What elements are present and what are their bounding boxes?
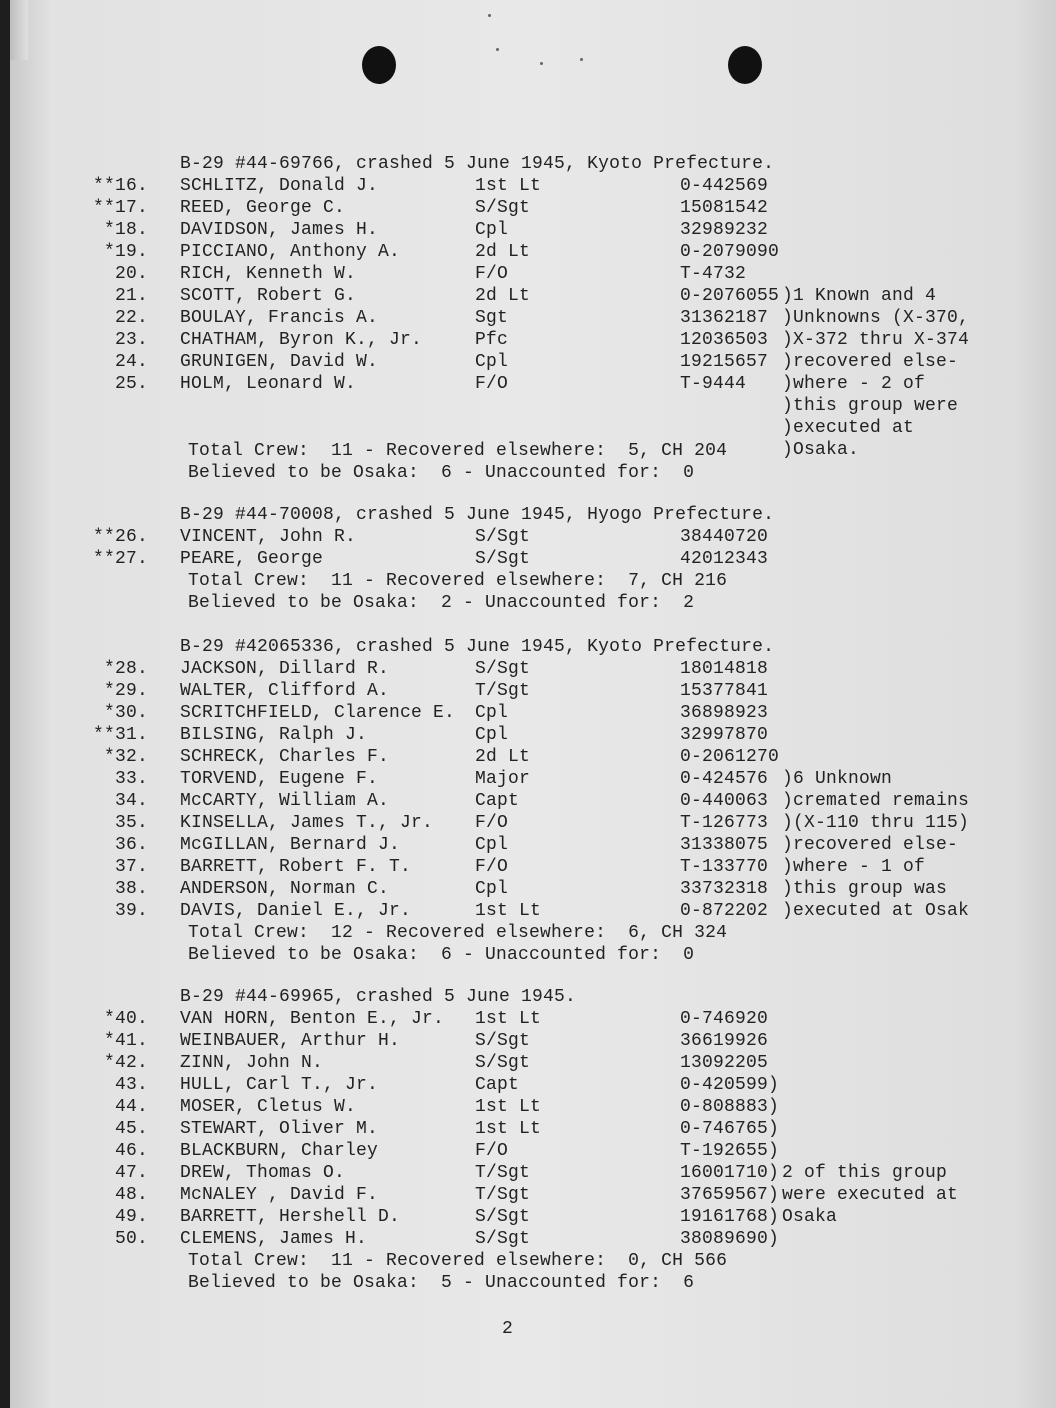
crew-rank: Cpl <box>475 220 509 240</box>
crew-serial: 0-746920 <box>680 1009 769 1029</box>
crew-serial: 33732318 <box>680 879 769 899</box>
crew-rank: S/Sgt <box>475 1207 531 1227</box>
note-bracket: )6 Unknown <box>782 769 893 789</box>
crew-serial: 36898923 <box>680 703 769 723</box>
crew-name: McCARTY, William A. <box>180 791 390 811</box>
note-bracket: )recovered else- <box>782 352 959 372</box>
row-marker: 25. <box>114 374 148 394</box>
crew-rank: F/O <box>475 1141 509 1161</box>
note-bracket: )1 Known and 4 <box>782 286 937 306</box>
crew-serial: 19161768) <box>680 1207 780 1227</box>
crew-serial: T-9444 <box>680 374 747 394</box>
note-bracket: were executed at <box>782 1185 959 1205</box>
crew-name: VINCENT, John R. <box>180 527 357 547</box>
crew-serial: T-4732 <box>680 264 747 284</box>
row-marker: 45. <box>114 1119 148 1139</box>
row-marker: *19. <box>103 242 148 262</box>
note-bracket: )where - 2 of <box>782 374 926 394</box>
row-marker: 38. <box>114 879 148 899</box>
crew-serial: 38440720 <box>680 527 769 547</box>
crew-name: SCHLITZ, Donald J. <box>180 176 379 196</box>
crew-serial: 18014818 <box>680 659 769 679</box>
speck <box>496 48 499 51</box>
row-marker: *40. <box>103 1009 148 1029</box>
row-marker: 44. <box>114 1097 148 1117</box>
crew-serial: 0-872202 <box>680 901 769 921</box>
crew-name: KINSELLA, James T., Jr. <box>180 813 434 833</box>
row-marker: 37. <box>114 857 148 877</box>
row-marker: **17. <box>92 198 148 218</box>
row-marker: *18. <box>103 220 148 240</box>
note-bracket: )recovered else- <box>782 835 959 855</box>
crew-name: VAN HORN, Benton E., Jr. <box>180 1009 445 1029</box>
note-bracket: Osaka <box>782 1207 838 1227</box>
crew-serial: 12036503 <box>680 330 769 350</box>
crew-serial: 32989232 <box>680 220 769 240</box>
speck <box>488 14 491 17</box>
crew-name: BARRETT, Hershell D. <box>180 1207 401 1227</box>
row-marker: *32. <box>103 747 148 767</box>
crew-name: PEARE, George <box>180 549 324 569</box>
crew-name: McGILLAN, Bernard J. <box>180 835 401 855</box>
row-marker: 35. <box>114 813 148 833</box>
crew-rank: 2d Lt <box>475 242 531 262</box>
crew-name: CHATHAM, Byron K., Jr. <box>180 330 423 350</box>
crew-rank: F/O <box>475 857 509 877</box>
binder-edge <box>10 0 28 60</box>
crew-name: SCRITCHFIELD, Clarence E. <box>180 703 456 723</box>
crew-total: Total Crew: 11 - Recovered elsewhere: 5, CH 204 <box>188 441 728 461</box>
crew-serial: 0-440063 <box>680 791 769 811</box>
crew-total: Believed to be Osaka: 2 - Unaccounted for: 2 <box>188 593 695 613</box>
crash-header: B-29 #44-69965, crashed 5 June 1945. <box>180 987 577 1007</box>
crew-name: WALTER, Clifford A. <box>180 681 390 701</box>
note-bracket: )X-372 thru X-374 <box>782 330 970 350</box>
speck <box>580 58 583 61</box>
crew-name: REED, George C. <box>180 198 346 218</box>
note-bracket: )executed at Osak <box>782 901 970 921</box>
crew-total: Total Crew: 11 - Recovered elsewhere: 7, CH 216 <box>188 571 728 591</box>
crew-name: HULL, Carl T., Jr. <box>180 1075 379 1095</box>
crew-rank: Cpl <box>475 703 509 723</box>
crew-rank: S/Sgt <box>475 1031 531 1051</box>
crew-serial: 15377841 <box>680 681 769 701</box>
crew-name: TORVEND, Eugene F. <box>180 769 379 789</box>
crew-rank: S/Sgt <box>475 549 531 569</box>
note-bracket: )this group were <box>782 396 959 416</box>
speck <box>540 62 543 65</box>
note-bracket: )(X-110 thru 115) <box>782 813 970 833</box>
crew-rank: Cpl <box>475 352 509 372</box>
note-bracket: )Unknowns (X-370, <box>782 308 970 328</box>
row-marker: 39. <box>114 901 148 921</box>
crew-total: Believed to be Osaka: 6 - Unaccounted for: 0 <box>188 463 695 483</box>
crew-name: PICCIANO, Anthony A. <box>180 242 401 262</box>
crew-serial: 19215657 <box>680 352 769 372</box>
note-bracket: )where - 1 of <box>782 857 926 877</box>
row-marker: 46. <box>114 1141 148 1161</box>
crew-serial: 32997870 <box>680 725 769 745</box>
note-bracket: )cremated remains <box>782 791 970 811</box>
crew-rank: Pfc <box>475 330 509 350</box>
row-marker: 23. <box>114 330 148 350</box>
row-marker: 43. <box>114 1075 148 1095</box>
crew-serial: 0-2076055 <box>680 286 780 306</box>
row-marker: 48. <box>114 1185 148 1205</box>
crew-name: MOSER, Cletus W. <box>180 1097 357 1117</box>
crew-name: BARRETT, Robert F. T. <box>180 857 412 877</box>
crew-name: DREW, Thomas O. <box>180 1163 346 1183</box>
crew-name: McNALEY , David F. <box>180 1185 379 1205</box>
crew-rank: S/Sgt <box>475 1053 531 1073</box>
crew-total: Believed to be Osaka: 5 - Unaccounted for: 6 <box>188 1273 695 1293</box>
row-marker: 24. <box>114 352 148 372</box>
crew-rank: F/O <box>475 813 509 833</box>
note-bracket: )executed at <box>782 418 915 438</box>
crew-rank: T/Sgt <box>475 1185 531 1205</box>
crew-name: BILSING, Ralph J. <box>180 725 368 745</box>
crew-serial: 0-808883) <box>680 1097 780 1117</box>
crew-total: Total Crew: 11 - Recovered elsewhere: 0, CH 566 <box>188 1251 728 1271</box>
crew-rank: 1st Lt <box>475 1097 542 1117</box>
crew-rank: 1st Lt <box>475 176 542 196</box>
crew-rank: S/Sgt <box>475 1229 531 1249</box>
crew-serial: 0-2079090 <box>680 242 780 262</box>
crash-header: B-29 #44-70008, crashed 5 June 1945, Hyogo Prefecture. <box>180 505 775 525</box>
crew-name: SCHRECK, Charles F. <box>180 747 390 767</box>
crew-name: JACKSON, Dillard R. <box>180 659 390 679</box>
crew-serial: 0-746765) <box>680 1119 780 1139</box>
crew-rank: 2d Lt <box>475 286 531 306</box>
crew-rank: S/Sgt <box>475 198 531 218</box>
crew-serial: 0-442569 <box>680 176 769 196</box>
row-marker: *41. <box>103 1031 148 1051</box>
document-page <box>10 0 1056 1408</box>
crew-rank: S/Sgt <box>475 659 531 679</box>
crew-serial: 0-2061270 <box>680 747 780 767</box>
crew-serial: 0-420599) <box>680 1075 780 1095</box>
crew-serial: 37659567) <box>680 1185 780 1205</box>
crew-rank: S/Sgt <box>475 527 531 547</box>
crew-rank: 1st Lt <box>475 1119 542 1139</box>
row-marker: 47. <box>114 1163 148 1183</box>
crew-rank: 1st Lt <box>475 1009 542 1029</box>
row-marker: 50. <box>114 1229 148 1249</box>
crew-rank: Sgt <box>475 308 509 328</box>
crash-header: B-29 #44-69766, crashed 5 June 1945, Kyoto Prefecture. <box>180 154 775 174</box>
crew-name: ZINN, John N. <box>180 1053 324 1073</box>
crew-serial: 0-424576 <box>680 769 769 789</box>
crew-name: WEINBAUER, Arthur H. <box>180 1031 401 1051</box>
crew-serial: 36619926 <box>680 1031 769 1051</box>
crew-total: Total Crew: 12 - Recovered elsewhere: 6, CH 324 <box>188 923 728 943</box>
crew-serial: 42012343 <box>680 549 769 569</box>
punch-hole-left <box>362 46 396 84</box>
crew-name: BLACKBURN, Charley <box>180 1141 379 1161</box>
crew-rank: F/O <box>475 264 509 284</box>
crew-serial: 13092205 <box>680 1053 769 1073</box>
crew-rank: Cpl <box>475 835 509 855</box>
crew-serial: 31362187 <box>680 308 769 328</box>
crew-rank: T/Sgt <box>475 681 531 701</box>
crew-serial: 15081542 <box>680 198 769 218</box>
crew-total: Believed to be Osaka: 6 - Unaccounted for: 0 <box>188 945 695 965</box>
crew-serial: 31338075 <box>680 835 769 855</box>
crew-serial: T-126773 <box>680 813 769 833</box>
crew-name: DAVIS, Daniel E., Jr. <box>180 901 412 921</box>
row-marker: *28. <box>103 659 148 679</box>
crew-serial: 38089690) <box>680 1229 780 1249</box>
crew-serial: 16001710) <box>680 1163 780 1183</box>
row-marker: 36. <box>114 835 148 855</box>
crew-rank: T/Sgt <box>475 1163 531 1183</box>
crew-name: DAVIDSON, James H. <box>180 220 379 240</box>
row-marker: *42. <box>103 1053 148 1073</box>
row-marker: 22. <box>114 308 148 328</box>
row-marker: 34. <box>114 791 148 811</box>
crew-rank: Capt <box>475 1075 520 1095</box>
row-marker: *29. <box>103 681 148 701</box>
row-marker: 21. <box>114 286 148 306</box>
row-marker: 20. <box>114 264 148 284</box>
crew-rank: F/O <box>475 374 509 394</box>
note-bracket: )this group was <box>782 879 948 899</box>
page-number: 2 <box>502 1319 514 1339</box>
row-marker: **26. <box>92 527 148 547</box>
row-marker: **31. <box>92 725 148 745</box>
crew-rank: Cpl <box>475 879 509 899</box>
crew-rank: Major <box>475 769 531 789</box>
crew-name: BOULAY, Francis A. <box>180 308 379 328</box>
crew-name: GRUNIGEN, David W. <box>180 352 379 372</box>
crew-name: SCOTT, Robert G. <box>180 286 357 306</box>
crew-name: CLEMENS, James H. <box>180 1229 368 1249</box>
row-marker: **27. <box>92 549 148 569</box>
crew-rank: Capt <box>475 791 520 811</box>
crash-header: B-29 #42065336, crashed 5 June 1945, Kyoto Prefecture. <box>180 637 775 657</box>
crew-serial: T-192655) <box>680 1141 780 1161</box>
row-marker: 33. <box>114 769 148 789</box>
crew-name: STEWART, Oliver M. <box>180 1119 379 1139</box>
row-marker: **16. <box>92 176 148 196</box>
row-marker: *30. <box>103 703 148 723</box>
crew-name: ANDERSON, Norman C. <box>180 879 390 899</box>
note-bracket: 2 of this group <box>782 1163 948 1183</box>
crew-name: HOLM, Leonard W. <box>180 374 357 394</box>
row-marker: 49. <box>114 1207 148 1227</box>
punch-hole-right <box>728 46 762 84</box>
note-bracket: )Osaka. <box>782 440 860 460</box>
crew-rank: 1st Lt <box>475 901 542 921</box>
crew-rank: Cpl <box>475 725 509 745</box>
crew-serial: T-133770 <box>680 857 769 877</box>
crew-name: RICH, Kenneth W. <box>180 264 357 284</box>
crew-rank: 2d Lt <box>475 747 531 767</box>
